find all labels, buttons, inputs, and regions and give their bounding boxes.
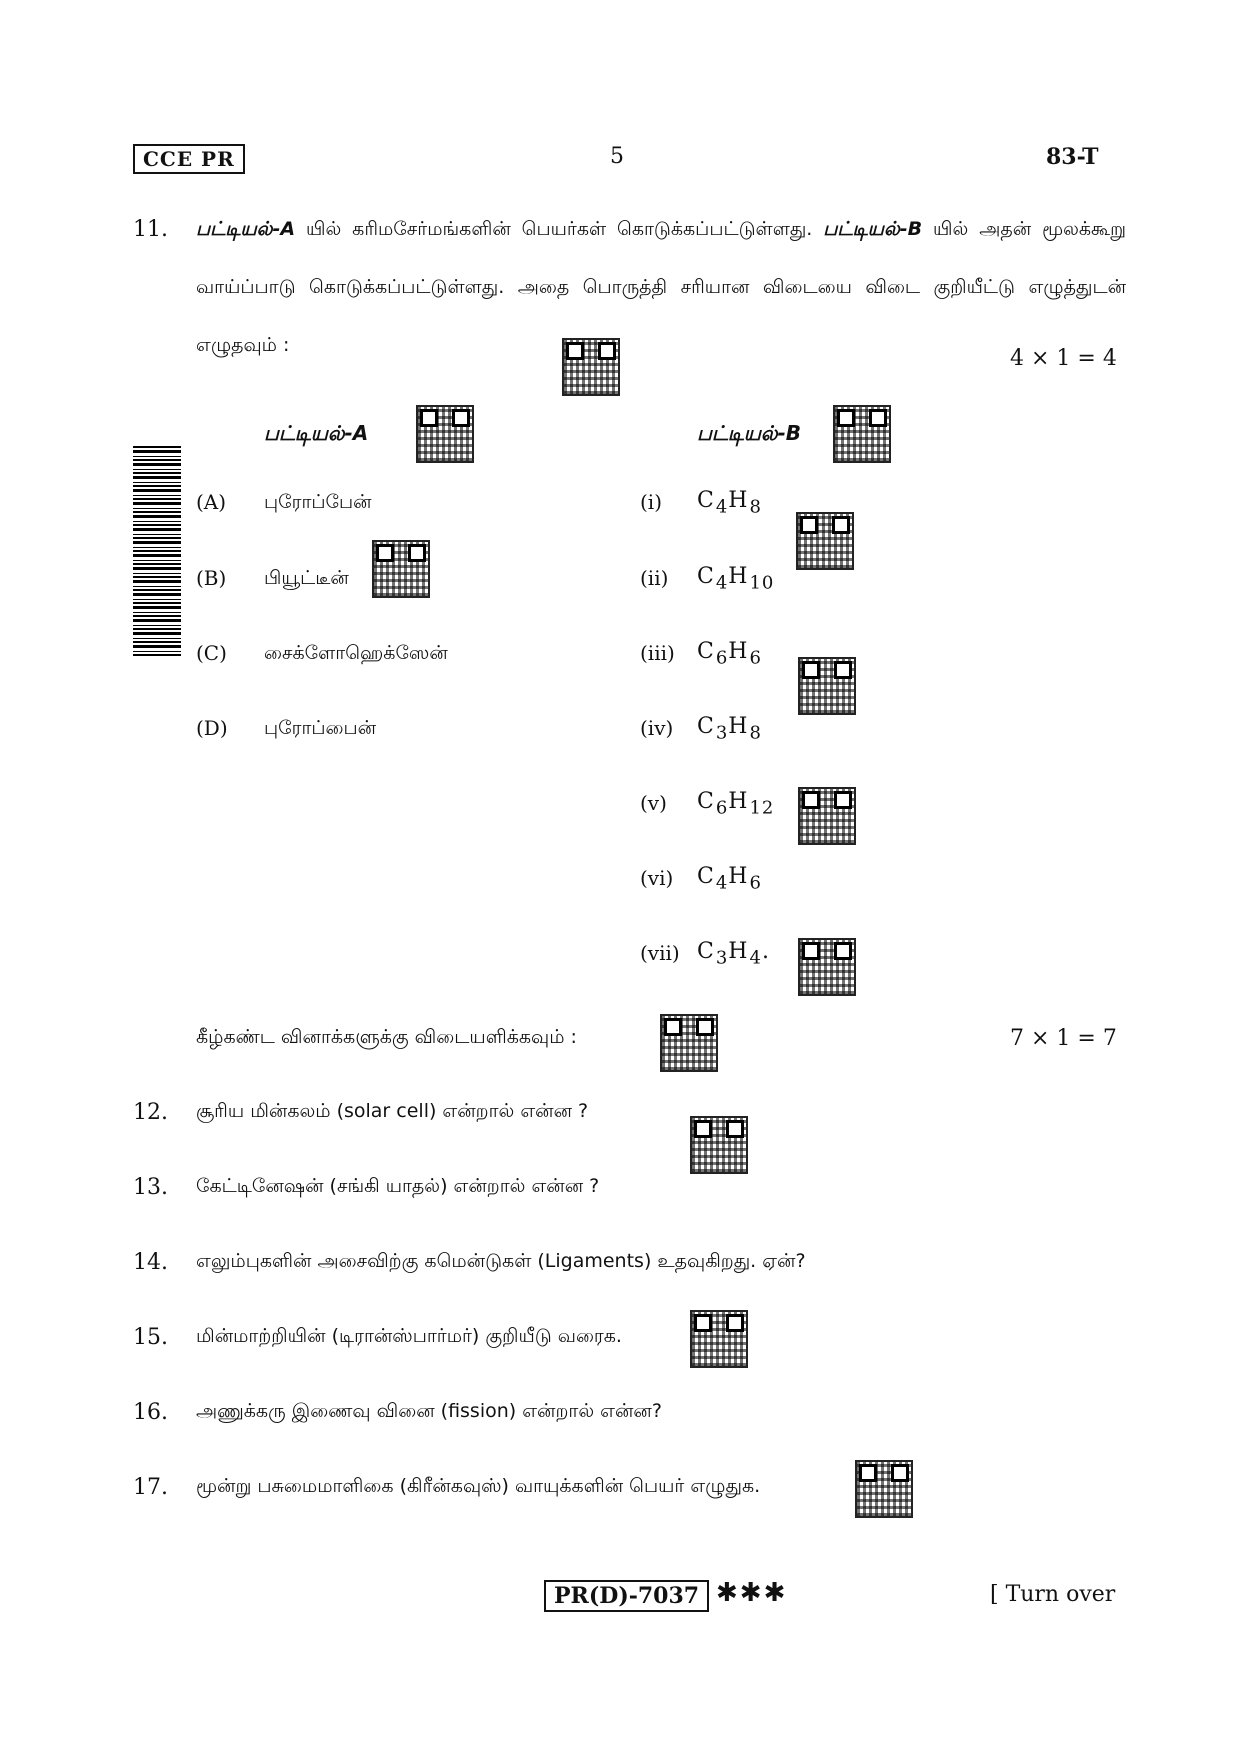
question-number-11: 11.	[133, 217, 168, 242]
list-a-title: பட்டியல்-A	[264, 421, 369, 445]
question-number: 12.	[133, 1100, 168, 1125]
qr-code	[798, 938, 856, 996]
list-a-item: புரோப்பைன்	[264, 717, 377, 739]
list-reference: பட்டியல்-A	[196, 218, 296, 240]
qr-code	[690, 1116, 748, 1174]
question-text: மின்மாற்றியின் (டிரான்ஸ்பார்மர்) குறியீடு வரைக.	[196, 1325, 622, 1347]
question-11-marks: 4 × 1 = 4	[1010, 346, 1117, 371]
formula: $C_4H_{10}$	[697, 564, 775, 594]
list-b-label: (v)	[640, 791, 667, 815]
question-text: சூரிய மின்கலம் (solar cell) என்றால் என்ன ?	[196, 1100, 589, 1122]
qr-code	[798, 787, 856, 845]
qr-code	[796, 512, 854, 570]
qr-code	[562, 338, 620, 396]
formula: $C_6H_{12}$	[697, 789, 775, 819]
formula: $C_4H_6$	[697, 864, 762, 894]
qr-code	[660, 1014, 718, 1072]
list-a-item: புரோப்பேன்	[264, 491, 372, 513]
side-barcode	[133, 446, 181, 656]
list-b-label: (iii)	[640, 641, 675, 665]
list-b-label: (vii)	[640, 941, 680, 965]
qr-code	[855, 1460, 913, 1518]
qr-code	[372, 540, 430, 598]
turn-over-note: [ Turn over	[990, 1582, 1116, 1607]
question-number: 17.	[133, 1475, 168, 1500]
stars-mark: ✱✱✱	[716, 1578, 788, 1608]
list-reference: பட்டியல்-B	[823, 218, 923, 240]
list-a-label: (C)	[196, 641, 227, 665]
question-text: கேட்டினேஷன் (சங்கி யாதல்) என்றால் என்ன ?	[196, 1175, 600, 1197]
list-b-label: (i)	[640, 490, 663, 514]
question-11-text-segment: யில் கரிமசேர்மங்களின் பெயர்கள் கொடுக்கப்பட்டுள்ளது.	[295, 218, 824, 240]
list-b-label: (ii)	[640, 566, 669, 590]
question-11-text	[196, 200, 1126, 374]
section-marks: 7 × 1 = 7	[1010, 1026, 1117, 1051]
qr-code	[798, 657, 856, 715]
list-a-label: (A)	[196, 490, 227, 514]
list-a-item: சைக்ளோஹெக்ஸேன்	[264, 642, 448, 664]
list-a-label: (B)	[196, 566, 227, 590]
question-number: 16.	[133, 1400, 168, 1425]
page-number: 5	[610, 144, 624, 169]
list-a-item: பியூட்டீன்	[264, 567, 349, 589]
question-text: மூன்று பசுமைமாளிகை (கிரீன்கவுஸ்) வாயுக்களின் பெயர் எழுதுக.	[196, 1475, 761, 1497]
list-b-label: (iv)	[640, 716, 674, 740]
question-number: 14.	[133, 1250, 168, 1275]
question-number: 13.	[133, 1175, 168, 1200]
subject-code: 83-T	[1046, 144, 1099, 170]
paper-code-box: CCE PR	[133, 144, 245, 174]
list-a-label: (D)	[196, 716, 228, 740]
qr-code	[833, 405, 891, 463]
formula: $C_3H_4$.	[697, 939, 771, 969]
qr-code	[416, 405, 474, 463]
question-11-text-segment: யில் அதன் மூலக்கூறு வாய்ப்பாடு கொடுக்கப்பட்டுள்ளது. அதை பொருத்தி சரியான விடையை விடை குறியீட்டு எழுத்துடன் எழுதவும் :	[196, 218, 1126, 356]
question-text: எலும்புகளின் அசைவிற்கு கமென்டுகள் (Ligaments) உதவுகிறது. ஏன்?	[196, 1250, 806, 1272]
formula: $C_6H_6$	[697, 639, 762, 669]
section-instruction: கீழ்கண்ட வினாக்களுக்கு விடையளிக்கவும் :	[196, 1026, 577, 1048]
list-b-title: பட்டியல்-B	[697, 421, 802, 445]
formula: $C_4H_8$	[697, 488, 762, 518]
formula: $C_3H_8$	[697, 714, 762, 744]
question-number: 15.	[133, 1325, 168, 1350]
list-b-label: (vi)	[640, 866, 674, 890]
qr-code	[690, 1310, 748, 1368]
question-text: அணுக்கரு இணைவு வினை (fission) என்றால் என்ன?	[196, 1400, 662, 1422]
paper-code-footer: PR(D)-7037	[544, 1580, 709, 1612]
